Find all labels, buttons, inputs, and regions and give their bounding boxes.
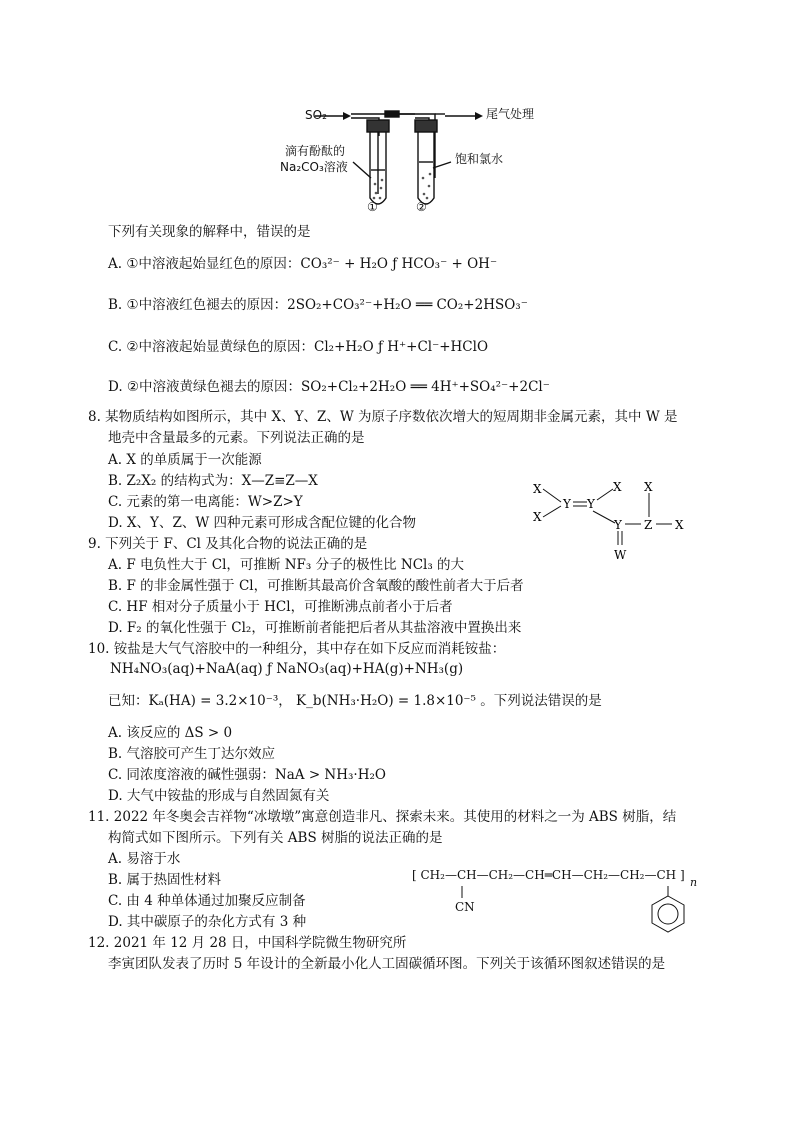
tube1-label: ①: [367, 200, 378, 214]
tube2-label: ②: [416, 200, 427, 214]
q8-option-c: C. 元素的第一电离能：W>Z>Y: [108, 494, 303, 510]
q8-option-d: D. X、Y、Z、W 四种元素可形成含配位键的化合物: [108, 515, 416, 531]
atom-y1: Y: [563, 497, 571, 511]
q8-structure-diagram: [525, 475, 705, 565]
q10-option-a: A. 该反应的 ΔS > 0: [108, 725, 233, 741]
atom-x2: X: [533, 510, 542, 524]
q11-option-a: A. 易溶于水: [108, 851, 181, 867]
q10-stem: 10. 铵盐是大气气溶胶中的一种组分，其中存在如下反应而消耗铵盐：: [88, 641, 506, 657]
q7-option-d: D. ②中溶液黄绿色褪去的原因：SO₂+Cl₂+2H₂O ══ 4H⁺+SO₄²⁻+2Cl⁻: [108, 379, 550, 395]
q9-option-b: B. F 的非金属性强于 Cl，可推断其最高价含氧酸的酸性前者大于后者: [108, 578, 524, 594]
q10-given: 已知：Kₐ(HA) = 3.2×10⁻³， K_b(NH₃·H₂O) = 1.8×10⁻⁵ 。下列说法错误的是: [108, 693, 602, 709]
q11-option-b: B. 属于热固性材料: [108, 872, 222, 888]
abs-polymer-chain: [ CH₂—CH—CH₂—CH═CH—CH₂—CH₂—CH ]: [412, 868, 685, 882]
q8-stem-2: 地壳中含量最多的元素。下列说法正确的是: [108, 430, 365, 446]
right-reagent-label: 饱和氯水: [455, 152, 504, 166]
atom-x5: X: [675, 518, 684, 532]
q10-equation: NH₄NO₃(aq)+NaA(aq) ƒ NaNO₃(aq)+HA(g)+NH₃(g): [110, 661, 464, 677]
atom-z: Z: [644, 518, 653, 532]
q11-option-d: D. 其中碳原子的杂化方式有 3 种: [108, 914, 307, 930]
atom-x4: X: [644, 480, 653, 494]
outlet-arrow-icon: [475, 112, 483, 120]
exhaust-label: 尾气处理: [486, 107, 535, 121]
atom-y2: Y: [587, 497, 595, 511]
q10-option-d: D. 大气中铵盐的形成与自然固氮有关: [108, 788, 330, 804]
atom-w: W: [614, 548, 627, 562]
benzene-ring-icon: [652, 896, 684, 932]
q10-option-b: B. 气溶胶可产生丁达尔效应: [108, 746, 276, 762]
q11-stem-2: 构简式如下图所示。下列有关 ABS 树脂的说法正确的是: [108, 830, 443, 846]
q9-stem: 9. 下列关于 F、Cl 及其化合物的说法正确的是: [88, 536, 368, 552]
left-reagent-label-1: 滴有酚酞的: [285, 144, 346, 158]
q9-option-d: D. F₂ 的氧化性强于 Cl₂，可推断前者能把后者从其盐溶液中置换出来: [108, 620, 522, 636]
q7-option-c: C. ②中溶液起始显黄绿色的原因：Cl₂+H₂O ƒ H⁺+Cl⁻+HClO: [108, 339, 489, 355]
q7-option-a: A. ①中溶液起始显红色的原因：CO₃²⁻ + H₂O ƒ HCO₃⁻ + OH⁻: [108, 256, 498, 272]
q9-option-a: A. F 电负性大于 Cl，可推断 NF₃ 分子的极性比 NCl₃ 的大: [108, 557, 465, 573]
q8-option-a: A. X 的单质属于一次能源: [108, 452, 262, 468]
inlet-arrow-icon: [343, 112, 351, 120]
q7-option-b: B. ①中溶液红色褪去的原因：2SO₂+CO₃²⁻+H₂O ══ CO₂+2HSO₃⁻: [108, 297, 528, 313]
abs-substituent-lines: [440, 880, 700, 940]
q11-option-c: C. 由 4 种单体通过加聚反应制备: [108, 893, 306, 909]
q12-stem-2: 李寅团队发表了历时 5 年设计的全新最小化人工固碳循环图。下列关于该循环图叙述错误的是: [108, 956, 666, 972]
q9-option-c: C. HF 相对分子质量小于 HCl，可推断沸点前者小于后者: [108, 599, 453, 615]
atom-y3: Y: [614, 518, 622, 532]
q8-option-b: B. Z₂X₂ 的结构式为：X—Z≡Z—X: [108, 473, 318, 489]
q12-stem-1: 12. 2021 年 12 月 28 日，中国科学院微生物研究所: [88, 935, 407, 951]
q10-option-c: C. 同浓度溶液的碱性强弱：NaA > NH₃·H₂O: [108, 767, 386, 783]
q7-stem: 下列有关现象的解释中，错误的是: [108, 224, 311, 240]
abs-cn-group: CN: [455, 900, 475, 914]
q11-stem-1: 11. 2022 年冬奥会吉祥物“冰墩墩”寓意创造非凡、探索未来。其使用的材料之一为 ABS 树脂，结: [88, 809, 677, 825]
so2-label: SO₂: [305, 108, 327, 122]
left-reagent-label-2: Na₂CO₃溶液: [280, 160, 348, 174]
q8-stem-1: 8. 某物质结构如图所示，其中 X、Y、Z、W 为原子序数依次增大的短周期非金属元素，其中 W 是: [88, 409, 678, 425]
atom-x3: X: [613, 480, 622, 494]
abs-polymer-subscript: n: [690, 876, 698, 889]
atom-x1: X: [533, 482, 542, 496]
